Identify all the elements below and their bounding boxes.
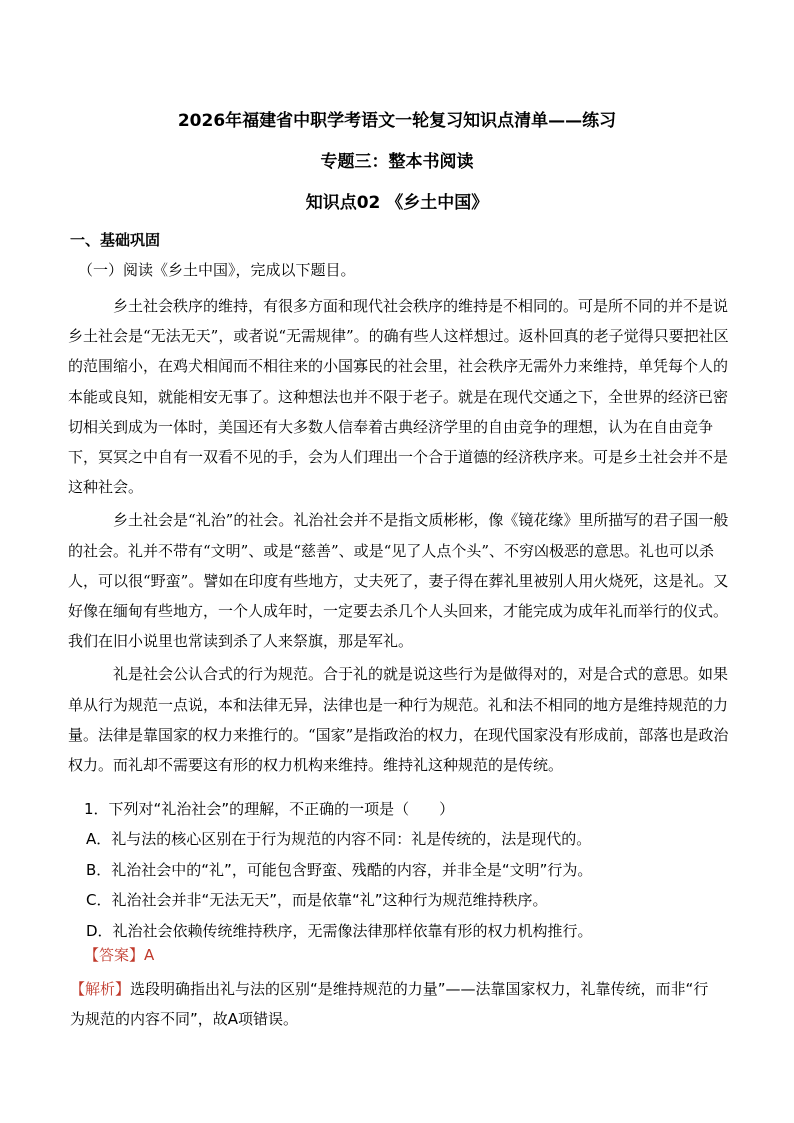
answer-label: 【答案】A bbox=[84, 946, 155, 964]
option-b: B．礼治社会中的“礼”，可能包含野蛮、残酷的内容，并非全是“文明”行为。 bbox=[86, 860, 593, 879]
question-stem: 1．下列对“礼治社会”的理解，不正确的一项是（ ） bbox=[84, 800, 455, 818]
passage-paragraph: 乡土社会秩序的维持，有很多方面和现代社会秩序的维持是不相同的。可是所不同的并不是说乡土社会是“无法无天”，或者说“无需规律”。的确有些人这样想过。返朴回真的老子觉得只要把社区的范围缩小，在鸡犬相闻而不相往来的小国寡民的社会里，社会秩序无需外力来维持，单凭每个人的本能或良知，就能相安无事了。这种想法也并不限于老子。就是在现代交通之下，全世界的经济已密切相关到成为一体时，美国还有大多数人信奉着古典经济学里的自由竞争的理想，认为在自由竞争下，冥冥之中自有一双看不见的手，会为人们理出一个合于道德的经济秩序来。可是乡土社会并不是这种社会。 bbox=[68, 297, 729, 497]
reading-passage bbox=[68, 291, 733, 780]
section-intro: （一）阅读《乡土中国》，完成以下题目。 bbox=[78, 261, 356, 279]
analysis-text: 选段明确指出礼与法的区别“是维持规范的力量”——法靠国家权力，礼靠传统，而非“行为规范的内容不同”，故A项错误。 bbox=[70, 980, 709, 1028]
section-heading: 一、基础巩固 bbox=[70, 231, 161, 249]
analysis-block bbox=[70, 974, 720, 1034]
option-d: D．礼治社会依赖传统维持秩序，无需像法律那样依靠有形的权力机构推行。 bbox=[86, 921, 593, 940]
passage-paragraph: 礼是社会公认合式的行为规范。合于礼的就是说这些行为是做得对的，对是合式的意思。如果单从行为规范一点说，本和法律无异，法律也是一种行为规范。礼和法不相同的地方是维持规范的力量。法律是靠国家的权力来推行的。“国家”是指政治的权力，在现代国家没有形成前，部落也是政治权力。而礼却不需要这有形的权力机构来维持。维持礼这种规范的是传统。 bbox=[68, 665, 729, 775]
document-title: 2026年福建省中职学考语文一轮复习知识点清单——练习 bbox=[177, 111, 617, 131]
document-subtitle: 专题三：整本书阅读 bbox=[320, 152, 474, 172]
passage-paragraph: 乡土社会是“礼治”的社会。礼治社会并不是指文质彬彬，像《镜花缘》里所描写的君子国一般的社会。礼并不带有“文明”、或是“慈善”、或是“见了人点个头”、不穷凶极恶的意思。礼也可以杀人，可以很“野蛮”。譬如在印度有些地方，丈夫死了，妻子得在葬礼里被别人用火烧死，这是礼。又好像在缅甸有些地方，一个人成年时，一定要去杀几个人头回来，才能完成为成年礼而举行的仪式。我们在旧小说里也常读到杀了人来祭旗，那是军礼。 bbox=[68, 511, 729, 651]
analysis-label: 【解析】 bbox=[70, 980, 131, 998]
document-topic: 知识点02 《乡土中国》 bbox=[305, 193, 489, 213]
option-a: A．礼与法的核心区别在于行为规范的内容不同：礼是传统的，法是现代的。 bbox=[86, 830, 592, 848]
question-block bbox=[84, 794, 724, 946]
option-c: C．礼治社会并非“无法无天”，而是依靠“礼”这种行为规范维持秩序。 bbox=[86, 891, 548, 909]
